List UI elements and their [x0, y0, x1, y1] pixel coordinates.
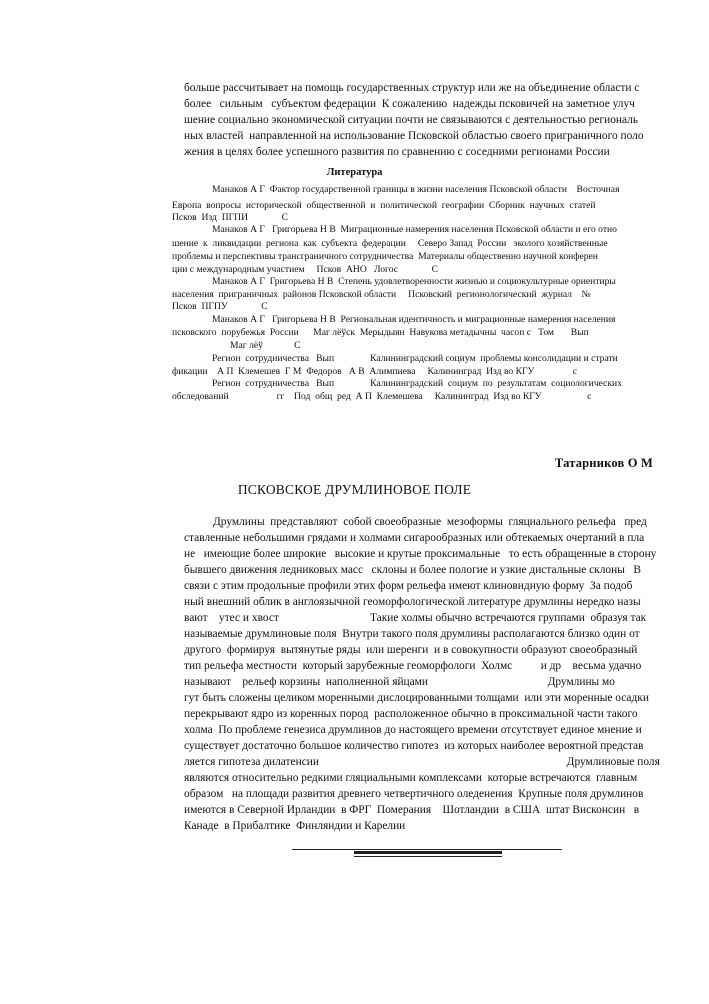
- body-line: Друмлины представляют собой своеобразные мезоформы гляциального рельефа пред: [213, 516, 647, 528]
- reference-line: фикации А П Клемешев Г М Федоров А В Алимпиева Калининград Изд во КГУ с: [172, 366, 577, 377]
- body-line: вают утес и хвост Такие холмы обычно встречаются группами образуя так: [184, 612, 647, 624]
- reference-line: Европа вопросы исторической общественной и политической географии Сборник научных статей: [172, 200, 596, 211]
- reference-line: Регион сотрудничества Вып Калининградский социум по результатам социологических: [212, 378, 622, 389]
- body-line: являются относительно редкими гляциальными комплексами которые встречаются главным: [184, 772, 638, 784]
- reference-line: населения приграничных районов Псковской области Псковский регионологический журнал №: [172, 289, 591, 300]
- literature-heading: Литература: [326, 167, 383, 178]
- body-line: Канаде в Прибалтике Финляндии и Карелии: [184, 820, 406, 832]
- reference-line: Манаков А Г Григорьева Н В Степень удовлетворенности жизнью и социокультурные ориентиры: [212, 276, 616, 287]
- author-name: Татарников О М: [554, 456, 653, 470]
- reference-line: псковского порубежья России Маг лёўск Мерыдыян Навукова метадычны часоп с Том Вып: [172, 327, 589, 338]
- body-line: называют рельеф корзины наполненной яйцами Друмлины мо: [184, 676, 615, 688]
- body-line: ставленные небольшими грядами и холмами сигарообразных или обтекаемых очертаний в пла: [184, 532, 645, 544]
- reference-line: Манаков А Г Фактор государственной границы в жизни населения Псковской области Восточная: [212, 184, 620, 195]
- reference-line: проблемы и перспективы трансграничного сотрудничества Материалы общественно научной конферен: [172, 251, 598, 262]
- body-line: называемые друмлиновые поля Внутри такого поля друмлины располагаются близко один от: [184, 628, 640, 640]
- rule-thin-line: [292, 849, 562, 850]
- reference-line: ции с международным участием Псков АНО Логос С: [172, 264, 439, 275]
- rule-thick-line: [354, 851, 502, 854]
- reference-line: Маг лёў С: [230, 340, 301, 351]
- reference-line: Псков ПГПУ С: [172, 301, 268, 312]
- reference-line: обследований гг Под общ ред А П Клемешева Калининград Изд во КГУ с: [172, 391, 592, 402]
- reference-line: Манаков А Г Григорьева Н В Миграционные намерения населения Псковской области и его отно: [212, 224, 617, 235]
- reference-line: шение к ликвидации региона как субъекта федерации Северо Запад России эколого хозяйственные: [172, 238, 608, 249]
- body-line: другого формируя вытянутые ряды или шеренги и в совокупности образуют своеобразный: [184, 644, 638, 656]
- intro-line: жения в целях более успешного развития по сравнению с соседними регионами России: [184, 146, 610, 158]
- body-line: ный внешний облик в англоязычной геоморфологической литературе друмлины нередко назы: [184, 596, 641, 608]
- body-line: образом на площади развития древнего четвертичного оледенения Крупные поля друмлинов: [184, 788, 644, 800]
- body-line: не имеющие более широкие высокие и крутые проксимальные то есть обращенные в сторону: [184, 548, 657, 560]
- intro-line: более сильным субъектом федерации К сожалению надежды псковичей на заметное улуч: [184, 98, 635, 110]
- rule-thin-line: [354, 856, 502, 857]
- body-line: существует достаточно большое количество гипотез из которых наиболее вероятной представ: [184, 740, 644, 752]
- reference-line: Псков Изд ПГПИ С: [172, 212, 289, 223]
- body-line: ляется гипотеза дилатенсии Друмлиновые поля: [184, 756, 660, 768]
- body-line: связи с этим продольные профили этих форм рельефа имеют клиновидную форму За подоб: [184, 580, 633, 592]
- body-line: перекрывают ядро из коренных пород расположенное обычно в проксимальной части такого: [184, 708, 638, 720]
- article-title: ПСКОВСКОЕ ДРУМЛИНОВОЕ ПОЛЕ: [237, 482, 472, 497]
- body-line: холма По проблеме генезиса друмлинов до настоящего времени отсутствует единое мнение и: [184, 724, 642, 736]
- reference-line: Регион сотрудничества Вып Калининградский социум проблемы консолидации и страти: [212, 353, 618, 364]
- intro-line: больше рассчитывает на помощь государственных структур или же на объединение области с: [184, 82, 640, 94]
- body-line: имеются в Северной Ирландии в ФРГ Померания Шотландии в США штат Висконсин в: [184, 804, 640, 816]
- body-line: тип рельефа местности который зарубежные геоморфологи Холмс и др весьма удачно: [184, 660, 642, 672]
- reference-line: Манаков А Г Григорьева Н В Региональная идентичность и миграционные намерения населения: [212, 314, 616, 325]
- body-line: бывшего движения ледниковых масс склоны и более пологие и узкие дистальные склоны В: [184, 564, 642, 576]
- body-line: гут быть сложены целиком моренными дислоцированными толщами или эти моренные осадки: [184, 692, 649, 704]
- intro-line: ных властей направленной на использование Псковской областью своего приграничного поло: [184, 130, 644, 142]
- intro-line: шение социально экономической ситуации почти не связываются с деятельностью региональ: [184, 114, 639, 126]
